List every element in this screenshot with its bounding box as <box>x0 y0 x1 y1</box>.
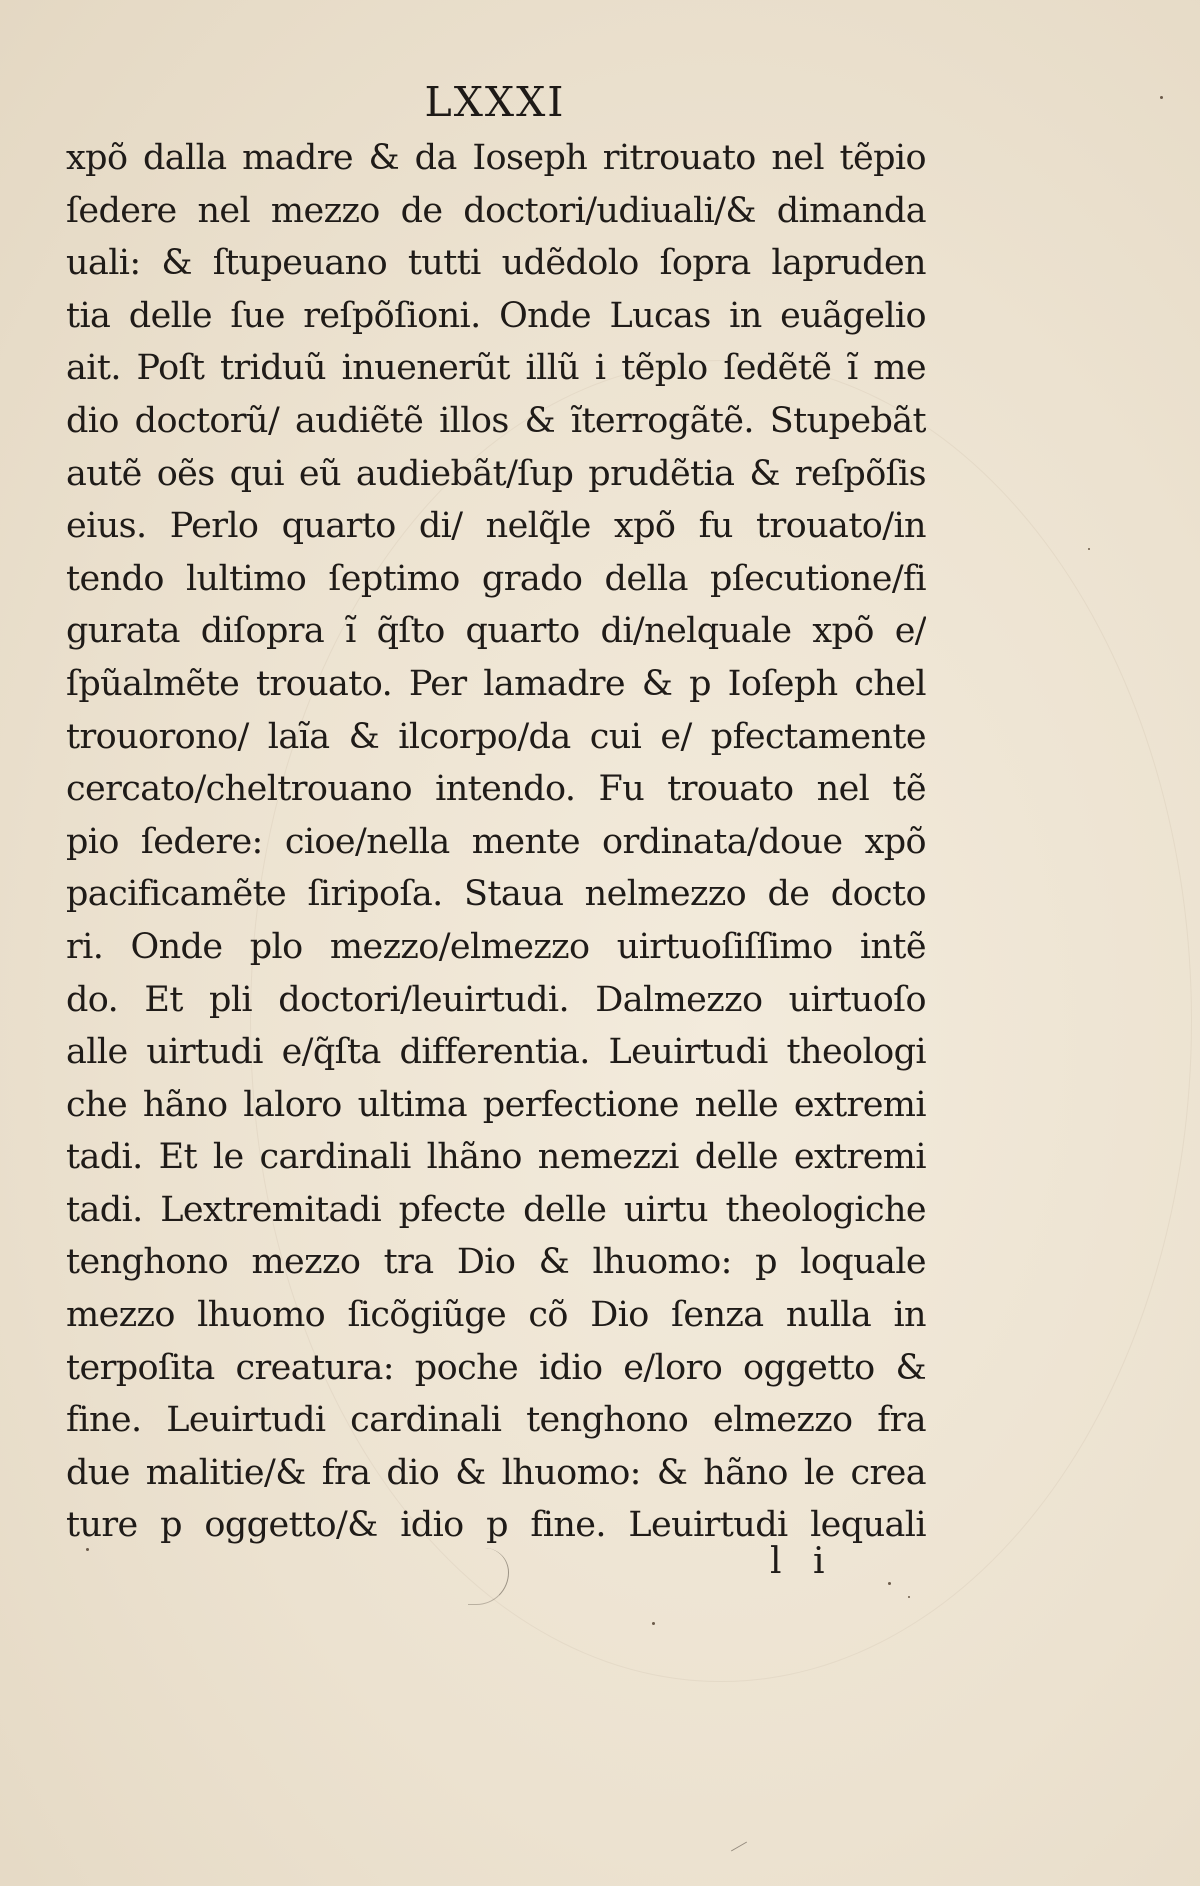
text-line: ſpũalmẽte trouato. Per lamadre & p Ioſeph chel <box>66 663 926 704</box>
text-line: dio doctorũ/ audiẽtẽ illos & ĩterrogãtẽ. Stupebãt <box>66 400 926 441</box>
text-line: ture p oggetto/& idio p fine. Leuirtudi lequali <box>66 1505 926 1546</box>
text-line: due malitie/& fra dio & lhuomo: & hãno le crea <box>66 1452 926 1493</box>
ink-speck <box>908 1596 910 1598</box>
text-line: terpoſita creatura: poche idio e/loro oggetto & <box>66 1347 926 1388</box>
text-block <box>66 132 926 1552</box>
text-line: mezzo lhuomo ſicõgiũge cõ Dio ſenza nulla in <box>66 1295 926 1336</box>
text-line: uali: & ſtupeuano tutti udẽdolo ſopra lapruden <box>66 243 926 284</box>
ink-speck <box>652 1622 655 1625</box>
text-line: xpõ dalla madre & da Ioseph ritrouato nel tẽpio <box>66 138 926 178</box>
text-line: tenghono mezzo tra Dio & lhuomo: p loquale <box>66 1242 926 1283</box>
text-line: tendo lultimo ſeptimo grado della pſecutione/fi <box>66 558 926 599</box>
signature-mark: l i <box>770 1541 835 1582</box>
text-line: trouorono/ laĩa & ilcorpo/da cui e/ pfectamente <box>66 716 926 757</box>
text-line: do. Et pli doctori/leuirtudi. Dalmezzo uirtuoſo <box>66 979 926 1020</box>
ink-speck <box>86 1548 89 1551</box>
text-line: tadi. Et le cardinali lhãno nemezzi delle extremi <box>66 1137 926 1178</box>
text-line: ſedere nel mezzo de doctori/udiuali/& dimanda <box>66 190 926 231</box>
text-line: cercato/cheltrouano intendo. Fu trouato nel tẽ <box>66 769 926 810</box>
ink-speck <box>1160 96 1163 99</box>
text-line: autẽ oẽs qui eũ audiebãt/ſup prudẽtia & reſpõſis <box>66 453 926 494</box>
text-line: ait. Poſt triduũ inuenerũt illũ i tẽplo ſedẽtẽ ĩ me <box>66 348 926 389</box>
text-line: fine. Leuirtudi cardinali tenghono elmezzo fra <box>66 1400 926 1441</box>
text-line: che hãno laloro ultima perfectione nelle extremi <box>66 1084 926 1125</box>
text-line: ri. Onde plo mezzo/elmezzo uirtuoſiſſimo intẽ <box>66 926 926 967</box>
text-line: pio ſedere: cioe/nella mente ordinata/doue xpõ <box>66 821 926 862</box>
text-line: pacificamẽte ſiripoſa. Staua nelmezzo de docto <box>66 874 926 915</box>
text-line: alle uirtudi e/q̃ſta differentia. Leuirtudi theologi <box>66 1032 926 1073</box>
paper-scratch <box>731 1842 747 1852</box>
folio-number: LXXXI <box>424 78 566 126</box>
text-line: gurata diſopra ĩ q̃ſto quarto di/nelquale xpõ e/ <box>66 611 926 652</box>
ink-speck <box>888 1582 891 1585</box>
text-line: tia delle ſue reſpõſioni. Onde Lucas in euãgelio <box>66 295 926 336</box>
text-line: tadi. Lextremitadi pfecte delle uirtu theologiche <box>66 1189 926 1230</box>
text-line: eius. Perlo quarto di/ nelq̃le xpõ fu trouato/in <box>66 506 926 547</box>
ink-speck <box>1088 548 1090 550</box>
